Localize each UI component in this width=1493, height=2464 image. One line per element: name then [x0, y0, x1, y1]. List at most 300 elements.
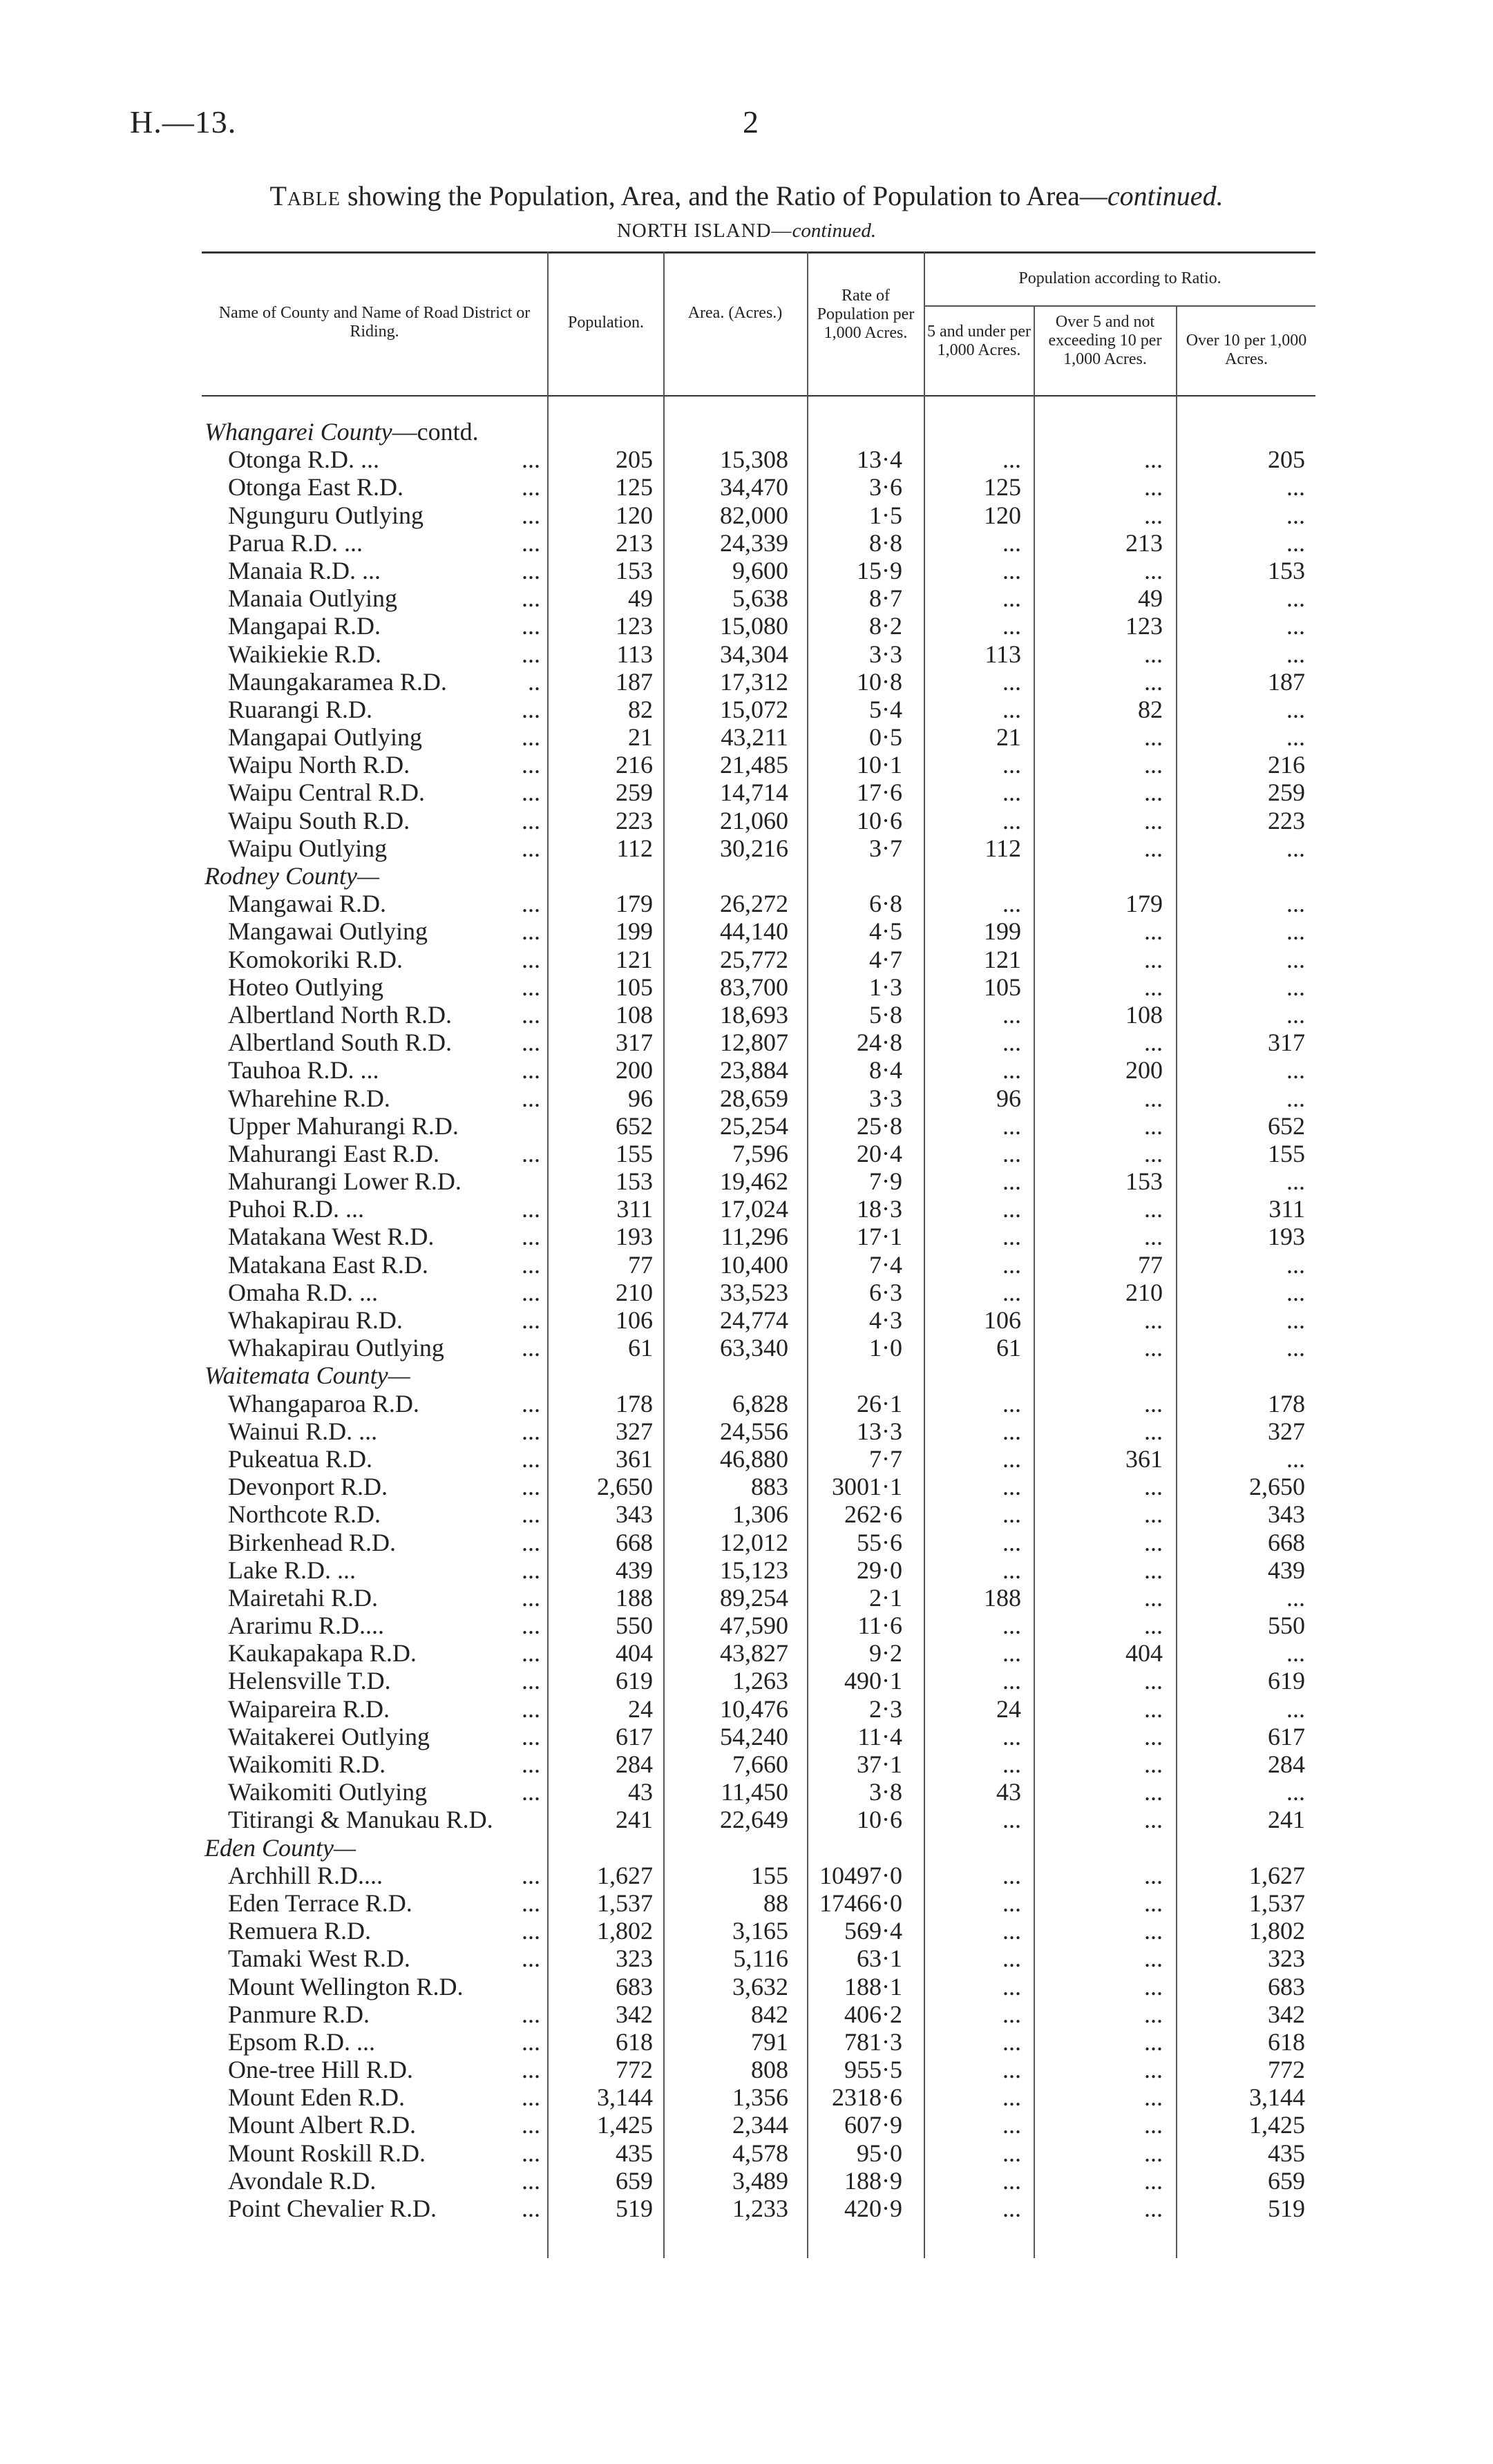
- district-name: Pukeatua R.D.: [228, 1444, 372, 1473]
- ratio-over-10-cell: ...: [1286, 834, 1305, 862]
- area-cell: 12,807: [720, 1029, 788, 1057]
- county-name: Waitemata County—: [205, 1362, 410, 1390]
- ratio-under-5-cell: ...: [1002, 1444, 1021, 1473]
- ratio-under-5-cell: 105: [984, 973, 1021, 1001]
- area-cell: 82,000: [720, 501, 788, 529]
- ratio-over-10-cell: ...: [1286, 973, 1305, 1001]
- district-name: Upper Mahurangi R.D.: [228, 1111, 459, 1140]
- population-cell: 3,144: [597, 2083, 653, 2112]
- population-cell: 241: [616, 1806, 653, 1834]
- area-cell: 21,060: [720, 806, 788, 834]
- ratio-under-5-cell: ...: [1002, 1917, 1021, 1945]
- ratio-5-to-10-cell: ...: [1144, 945, 1163, 973]
- table-row: [0, 807, 1493, 834]
- rate-cell: 17·6: [857, 779, 902, 807]
- table-row: [0, 1750, 1493, 1778]
- county-heading-row: [0, 1834, 1493, 1862]
- ratio-5-to-10-cell: ...: [1144, 1861, 1163, 1889]
- leader-dots: ..: [528, 667, 540, 696]
- table-row: [0, 557, 1493, 584]
- ratio-over-10-cell: 241: [1268, 1806, 1305, 1834]
- district-name: Mangawai R.D.: [228, 890, 386, 918]
- ratio-under-5-cell: ...: [1002, 1473, 1021, 1501]
- district-name: Otonga East R.D.: [228, 473, 403, 502]
- ratio-5-to-10-cell: ...: [1144, 1306, 1163, 1334]
- district-name: Matakana West R.D.: [228, 1223, 435, 1251]
- leader-dots: ...: [522, 1612, 540, 1640]
- rate-cell: 3001·1: [832, 1473, 902, 1501]
- population-cell: 49: [628, 584, 653, 613]
- ratio-under-5-cell: 188: [984, 1583, 1021, 1612]
- table-row: [0, 2028, 1493, 2056]
- district-name: Waikomiti R.D.: [228, 1750, 386, 1778]
- leader-dots: ...: [522, 751, 540, 779]
- table-row: [0, 502, 1493, 529]
- table-top-rule: [202, 251, 1315, 254]
- rate-cell: 26·1: [857, 1389, 902, 1417]
- district-name: Mount Eden R.D.: [228, 2083, 405, 2112]
- leader-dots: ...: [522, 1084, 540, 1112]
- area-cell: 18,693: [720, 1000, 788, 1029]
- ratio-under-5-cell: ...: [1002, 1223, 1021, 1251]
- population-cell: 652: [616, 1111, 653, 1140]
- district-name: Maungakaramea R.D.: [228, 667, 447, 696]
- ratio-over-10-cell: 311: [1268, 1195, 1305, 1223]
- rate-cell: 6·3: [869, 1278, 902, 1306]
- area-cell: 5,638: [732, 584, 788, 613]
- district-name: Wharehine R.D.: [228, 1084, 390, 1112]
- district-name: Puhoi R.D. ...: [228, 1195, 365, 1223]
- table-row: [0, 1279, 1493, 1306]
- table-row: [0, 1612, 1493, 1639]
- table-subtitle: [0, 220, 1493, 242]
- ratio-5-to-10-cell: 123: [1125, 612, 1163, 640]
- district-name: Helensville T.D.: [228, 1667, 391, 1695]
- rate-cell: 10·6: [857, 1806, 902, 1834]
- county-label: [205, 418, 479, 446]
- table-row: [0, 1085, 1493, 1112]
- ratio-5-to-10-cell: ...: [1144, 2027, 1163, 2056]
- area-cell: 7,660: [732, 1750, 788, 1778]
- ratio-over-10-cell: 343: [1268, 1500, 1305, 1529]
- district-name: Manaia R.D. ...: [228, 556, 381, 584]
- ratio-over-10-cell: 439: [1268, 1556, 1305, 1584]
- leader-dots: ...: [522, 584, 540, 613]
- district-name: Lake R.D. ...: [228, 1556, 356, 1584]
- ratio-over-10-cell: ...: [1286, 584, 1305, 613]
- leader-dots: ...: [522, 501, 540, 529]
- district-name: Manaia Outlying: [228, 584, 397, 613]
- rate-cell: 7·7: [869, 1444, 902, 1473]
- county-name: Whangarei County: [205, 418, 392, 446]
- ratio-5-to-10-cell: 210: [1125, 1278, 1163, 1306]
- population-cell: 1,537: [597, 1889, 653, 1917]
- ratio-5-to-10-cell: ...: [1144, 1029, 1163, 1057]
- rate-cell: 17466·0: [819, 1889, 902, 1917]
- ratio-5-to-10-cell: ...: [1144, 2056, 1163, 2084]
- leader-dots: ...: [522, 890, 540, 918]
- rate-cell: 63·1: [857, 1945, 902, 1973]
- ratio-under-5-cell: ...: [1002, 1167, 1021, 1196]
- population-cell: 223: [616, 806, 653, 834]
- ratio-5-to-10-cell: ...: [1144, 2111, 1163, 2139]
- ratio-over-10-cell: ...: [1286, 1444, 1305, 1473]
- area-cell: 11,296: [721, 1223, 788, 1251]
- table-row: [0, 1778, 1493, 1806]
- county-heading-row: [0, 418, 1493, 446]
- population-cell: 155: [616, 1139, 653, 1167]
- ratio-over-10-cell: ...: [1286, 890, 1305, 918]
- area-cell: 12,012: [720, 1528, 788, 1556]
- population-cell: 61: [628, 1334, 653, 1362]
- ratio-over-10-cell: 668: [1268, 1528, 1305, 1556]
- leader-dots: ...: [522, 1861, 540, 1889]
- table-row: [0, 723, 1493, 751]
- population-cell: 772: [616, 2056, 653, 2084]
- ratio-group-rule: [924, 305, 1315, 307]
- population-cell: 311: [616, 1195, 653, 1223]
- ratio-over-10-cell: 435: [1268, 2139, 1305, 2167]
- ratio-over-10-cell: 652: [1268, 1111, 1305, 1140]
- rate-cell: 9·2: [869, 1639, 902, 1668]
- district-name: Whakapirau Outlying: [228, 1334, 444, 1362]
- ratio-over-10-cell: ...: [1286, 1250, 1305, 1279]
- ratio-under-5-cell: ...: [1002, 1417, 1021, 1445]
- ratio-over-10-cell: 193: [1268, 1223, 1305, 1251]
- ratio-over-10-cell: ...: [1286, 723, 1305, 752]
- ratio-5-to-10-cell: ...: [1144, 1750, 1163, 1778]
- district-name: Albertland South R.D.: [228, 1029, 452, 1057]
- district-name: Mangapai R.D.: [228, 612, 381, 640]
- population-cell: 683: [616, 1972, 653, 2000]
- population-cell: 43: [628, 1778, 653, 1806]
- ratio-5-to-10-cell: ...: [1144, 779, 1163, 807]
- ratio-over-10-cell: ...: [1286, 528, 1305, 557]
- ratio-under-5-cell: ...: [1002, 1722, 1021, 1750]
- area-cell: 88: [763, 1889, 788, 1917]
- rate-cell: 13·4: [857, 446, 902, 474]
- ratio-under-5-cell: ...: [1002, 1056, 1021, 1085]
- area-cell: 24,339: [720, 528, 788, 557]
- rate-cell: 4·3: [869, 1306, 902, 1334]
- table-title-text: showing the Population, Area, and the Ratio of Population to Area—: [340, 180, 1107, 211]
- table-row: [0, 446, 1493, 473]
- ratio-over-10-cell: ...: [1286, 1639, 1305, 1668]
- population-cell: 259: [616, 779, 653, 807]
- district-name: Mangapai Outlying: [228, 723, 422, 752]
- population-cell: 199: [616, 917, 653, 946]
- ratio-under-5-cell: ...: [1002, 612, 1021, 640]
- ratio-5-to-10-cell: ...: [1144, 1806, 1163, 1834]
- district-name: Mairetahi R.D.: [228, 1583, 378, 1612]
- ratio-5-to-10-cell: 49: [1138, 584, 1163, 613]
- ratio-under-5-cell: 113: [985, 640, 1021, 668]
- ratio-5-to-10-cell: ...: [1144, 2166, 1163, 2195]
- rate-cell: 406·2: [844, 2000, 902, 2028]
- ratio-5-to-10-cell: ...: [1144, 501, 1163, 529]
- ratio-5-to-10-cell: ...: [1144, 1500, 1163, 1529]
- area-cell: 26,272: [720, 890, 788, 918]
- ratio-5-to-10-cell: ...: [1144, 1223, 1163, 1251]
- page-number: 2: [743, 104, 759, 140]
- district-name: Mount Roskill R.D.: [228, 2139, 426, 2167]
- leader-dots: ...: [522, 1444, 540, 1473]
- table-row: [0, 1251, 1493, 1279]
- ratio-under-5-cell: ...: [1002, 695, 1021, 723]
- area-cell: 34,470: [720, 473, 788, 502]
- ratio-over-10-cell: ...: [1286, 1056, 1305, 1085]
- table-row: [0, 1334, 1493, 1362]
- ratio-under-5-cell: ...: [1002, 1639, 1021, 1668]
- area-cell: 17,312: [720, 667, 788, 696]
- ratio-5-to-10-cell: ...: [1144, 2000, 1163, 2028]
- ratio-under-5-cell: ...: [1002, 2000, 1021, 2028]
- rate-cell: 17·1: [857, 1223, 902, 1251]
- leader-dots: ...: [522, 2000, 540, 2028]
- rate-cell: 11·4: [857, 1722, 902, 1750]
- area-cell: 791: [751, 2027, 788, 2056]
- ratio-under-5-cell: 199: [984, 917, 1021, 946]
- area-cell: 11,450: [721, 1778, 788, 1806]
- ratio-over-10-cell: ...: [1286, 1278, 1305, 1306]
- county-label: [205, 1362, 410, 1389]
- population-cell: 213: [616, 528, 653, 557]
- ratio-over-10-cell: ...: [1286, 612, 1305, 640]
- ratio-over-10-cell: ...: [1286, 501, 1305, 529]
- district-name: Ruarangi R.D.: [228, 695, 372, 723]
- ratio-under-5-cell: ...: [1002, 1500, 1021, 1529]
- ratio-5-to-10-cell: 108: [1125, 1000, 1163, 1029]
- ratio-5-to-10-cell: ...: [1144, 917, 1163, 946]
- county-name-suffix: —contd.: [392, 418, 479, 446]
- table-row: [0, 2139, 1493, 2167]
- table-row: [0, 2000, 1493, 2028]
- table-row: [0, 1167, 1493, 1195]
- area-cell: 19,462: [720, 1167, 788, 1196]
- district-name: Waipu North R.D.: [228, 751, 410, 779]
- ratio-under-5-cell: ...: [1002, 1528, 1021, 1556]
- table-row: [0, 1306, 1493, 1334]
- table-row: [0, 2056, 1493, 2083]
- population-cell: 284: [616, 1750, 653, 1778]
- population-cell: 123: [616, 612, 653, 640]
- table-row: [0, 529, 1493, 557]
- rate-cell: 1·5: [869, 501, 902, 529]
- ratio-over-10-cell: ...: [1286, 640, 1305, 668]
- area-cell: 1,306: [732, 1500, 788, 1529]
- leader-dots: ...: [522, 779, 540, 807]
- ratio-5-to-10-cell: ...: [1144, 1667, 1163, 1695]
- table-row: [0, 1029, 1493, 1056]
- ratio-5-to-10-cell: ...: [1144, 751, 1163, 779]
- ratio-over-10-cell: ...: [1286, 1306, 1305, 1334]
- population-cell: 24: [628, 1694, 653, 1723]
- ratio-under-5-cell: ...: [1002, 1029, 1021, 1057]
- leader-dots: ...: [522, 2083, 540, 2112]
- table-row: [0, 779, 1493, 806]
- ratio-over-10-cell: 327: [1268, 1417, 1305, 1445]
- ratio-5-to-10-cell: ...: [1144, 973, 1163, 1001]
- ratio-under-5-cell: ...: [1002, 2139, 1021, 2167]
- ratio-under-5-cell: ...: [1002, 2056, 1021, 2084]
- ratio-under-5-cell: ...: [1002, 446, 1021, 474]
- header-population: Population.: [567, 314, 644, 332]
- population-cell: 113: [616, 640, 653, 668]
- leader-dots: ...: [522, 1528, 540, 1556]
- ratio-5-to-10-cell: ...: [1144, 723, 1163, 752]
- county-name: Eden County—: [205, 1833, 356, 1862]
- area-cell: 5,116: [733, 1945, 788, 1973]
- leader-dots: ...: [522, 556, 540, 584]
- rate-cell: 29·0: [857, 1556, 902, 1584]
- table-header-rule: [202, 395, 1315, 397]
- area-cell: 15,308: [720, 446, 788, 474]
- district-name: Omaha R.D. ...: [228, 1278, 378, 1306]
- rate-cell: 3·3: [869, 1084, 902, 1112]
- district-name: Waitakerei Outlying: [228, 1722, 430, 1750]
- ratio-5-to-10-cell: ...: [1144, 2139, 1163, 2167]
- ratio-under-5-cell: ...: [1002, 667, 1021, 696]
- ratio-over-10-cell: 3,144: [1249, 2083, 1305, 2112]
- table-row: [0, 1945, 1493, 1972]
- ratio-over-10-cell: ...: [1286, 1694, 1305, 1723]
- population-cell: 435: [616, 2139, 653, 2167]
- rate-cell: 8·7: [869, 584, 902, 613]
- ratio-5-to-10-cell: ...: [1144, 2195, 1163, 2222]
- rate-cell: 8·4: [869, 1056, 902, 1085]
- ratio-over-10-cell: 284: [1268, 1750, 1305, 1778]
- table-row: [0, 946, 1493, 973]
- rate-cell: 3·3: [869, 640, 902, 668]
- page-header: [0, 104, 1493, 152]
- district-name: Albertland North R.D.: [228, 1000, 452, 1029]
- table-row: [0, 1473, 1493, 1500]
- ratio-5-to-10-cell: ...: [1144, 806, 1163, 834]
- rate-cell: 8·2: [869, 612, 902, 640]
- ratio-over-10-cell: 223: [1268, 806, 1305, 834]
- ratio-under-5-cell: ...: [1002, 2083, 1021, 2112]
- ratio-5-to-10-cell: ...: [1144, 1556, 1163, 1584]
- leader-dots: ...: [522, 2111, 540, 2139]
- ratio-over-10-cell: ...: [1286, 1334, 1305, 1362]
- ratio-5-to-10-cell: ...: [1144, 1917, 1163, 1945]
- leader-dots: ...: [522, 2166, 540, 2195]
- county-heading-row: [0, 862, 1493, 890]
- population-cell: 106: [616, 1306, 653, 1334]
- table-row: [0, 1112, 1493, 1140]
- ratio-under-5-cell: ...: [1002, 1667, 1021, 1695]
- ratio-5-to-10-cell: ...: [1144, 1389, 1163, 1417]
- population-cell: 216: [616, 751, 653, 779]
- rate-cell: 18·3: [857, 1195, 902, 1223]
- district-name: Waipu South R.D.: [228, 806, 410, 834]
- ratio-5-to-10-cell: ...: [1144, 1778, 1163, 1806]
- ratio-under-5-cell: ...: [1002, 1945, 1021, 1973]
- ratio-over-10-cell: ...: [1286, 695, 1305, 723]
- area-cell: 7,596: [732, 1139, 788, 1167]
- ratio-under-5-cell: ...: [1002, 1806, 1021, 1834]
- rate-cell: 2·3: [869, 1694, 902, 1723]
- table-row: [0, 612, 1493, 640]
- ratio-over-10-cell: 1,627: [1249, 1861, 1305, 1889]
- ratio-under-5-cell: ...: [1002, 751, 1021, 779]
- ratio-under-5-cell: ...: [1002, 584, 1021, 613]
- district-name: Hoteo Outlying: [228, 973, 383, 1001]
- header-rate: Rate of Population per 1,000 Acres.: [817, 287, 915, 342]
- area-cell: 883: [751, 1473, 788, 1501]
- table-row: [0, 640, 1493, 668]
- leader-dots: ...: [522, 806, 540, 834]
- rate-cell: 10·6: [857, 806, 902, 834]
- rate-cell: 3·6: [869, 473, 902, 502]
- ratio-over-10-cell: 259: [1268, 779, 1305, 807]
- leader-dots: ...: [522, 612, 540, 640]
- ratio-under-5-cell: 61: [996, 1334, 1021, 1362]
- area-cell: 842: [751, 2000, 788, 2028]
- leader-dots: ...: [522, 2139, 540, 2167]
- ratio-over-10-cell: 187: [1268, 667, 1305, 696]
- area-cell: 15,123: [720, 1556, 788, 1584]
- leader-dots: ...: [522, 1556, 540, 1584]
- rate-cell: 569·4: [844, 1917, 902, 1945]
- district-name: Ngunguru Outlying: [228, 501, 424, 529]
- ratio-5-to-10-cell: 361: [1125, 1444, 1163, 1473]
- leader-dots: ...: [522, 1694, 540, 1723]
- area-cell: 2,344: [732, 2111, 788, 2139]
- district-name: Mangawai Outlying: [228, 917, 428, 946]
- leader-dots: ...: [522, 1917, 540, 1945]
- ratio-under-5-cell: ...: [1002, 1861, 1021, 1889]
- ratio-5-to-10-cell: ...: [1144, 1972, 1163, 2000]
- leader-dots: ...: [522, 1334, 540, 1362]
- table-body: [0, 418, 1493, 2222]
- table-subtitle-continued: continued.: [792, 220, 877, 242]
- population-cell: 120: [616, 501, 653, 529]
- area-cell: 3,489: [732, 2166, 788, 2195]
- ratio-5-to-10-cell: ...: [1144, 1694, 1163, 1723]
- population-cell: 82: [628, 695, 653, 723]
- table-row: [0, 1862, 1493, 1889]
- county-label: [205, 1834, 356, 1862]
- population-cell: 519: [616, 2195, 653, 2222]
- rate-cell: 7·4: [869, 1250, 902, 1279]
- area-cell: 43,827: [720, 1639, 788, 1668]
- population-cell: 342: [616, 2000, 653, 2028]
- table-subtitle-text: NORTH ISLAND—: [616, 220, 792, 242]
- ratio-under-5-cell: ...: [1002, 2166, 1021, 2195]
- area-cell: 46,880: [720, 1444, 788, 1473]
- leader-dots: ...: [522, 1889, 540, 1917]
- population-cell: 361: [616, 1444, 653, 1473]
- table-row: [0, 1723, 1493, 1750]
- population-cell: 404: [616, 1639, 653, 1668]
- population-cell: 439: [616, 1556, 653, 1584]
- ratio-over-10-cell: 342: [1268, 2000, 1305, 2028]
- ratio-over-10-cell: 659: [1268, 2166, 1305, 2195]
- ratio-under-5-cell: ...: [1002, 1278, 1021, 1306]
- ratio-under-5-cell: ...: [1002, 1556, 1021, 1584]
- table-row: [0, 1390, 1493, 1417]
- district-name: Mount Albert R.D.: [228, 2111, 417, 2139]
- rate-cell: 0·5: [869, 723, 902, 752]
- ratio-under-5-cell: ...: [1002, 1139, 1021, 1167]
- rate-cell: 781·3: [844, 2027, 902, 2056]
- leader-dots: ...: [522, 1139, 540, 1167]
- area-cell: 24,556: [720, 1417, 788, 1445]
- district-name: Birkenhead R.D.: [228, 1528, 396, 1556]
- district-name: Whangaparoa R.D.: [228, 1389, 419, 1417]
- area-cell: 4,578: [732, 2139, 788, 2167]
